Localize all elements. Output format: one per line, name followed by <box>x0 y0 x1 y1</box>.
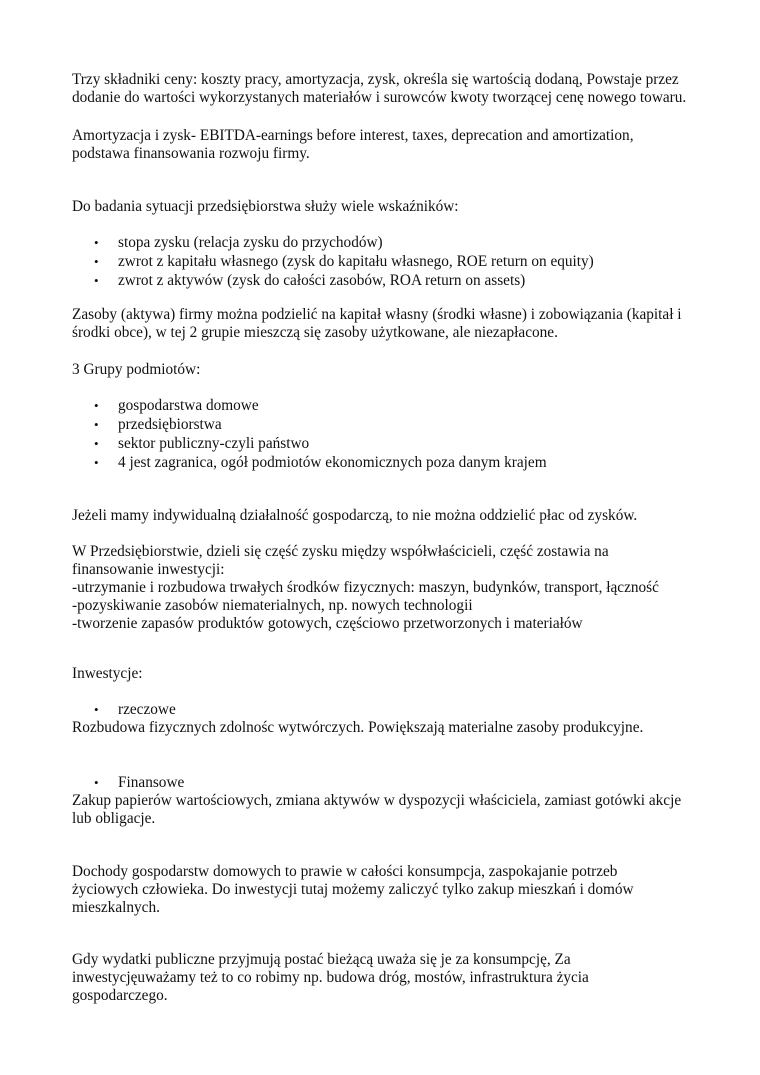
text-line: Do badania sytuacji przedsiębiorstwa służy wiele wskaźników: <box>72 198 459 215</box>
text-line: Amortyzacja i zysk- EBITDA-earnings before interest, taxes, deprecation and amortization, <box>72 127 634 144</box>
text-line: finansowanie inwestycji: <box>72 561 225 578</box>
text-line: -tworzenie zapasów produktów gotowych, częściowo przetworzonych i materiałów <box>72 615 583 632</box>
list-item-text: 4 jest zagranica, ogół podmiotów ekonomicznych poza danym krajem <box>118 454 547 471</box>
paragraph-financial-investment <box>72 792 697 828</box>
paragraph-assets <box>72 306 697 342</box>
text-line: 3 Grupy podmiotów: <box>72 361 201 378</box>
text-line: inwestycjęuważamy też to co robimy np. budowa dróg, mostów, infrastruktura życia <box>72 969 589 986</box>
text-line: podstawa finansowania rozwoju firmy. <box>72 145 310 162</box>
bullet-icon: • <box>94 455 99 470</box>
text-line: W Przedsiębiorstwie, dzieli się część zysku między współwłaścicieli, część zostawia na <box>72 543 609 560</box>
paragraph-groups-intro <box>72 361 697 379</box>
list-item-text: Finansowe <box>118 774 185 791</box>
bullet-icon: • <box>94 702 99 717</box>
text-line: środki obce), w tej 2 grupie mieszczą się zasoby użytkowane, ale niezapłacone. <box>72 324 558 341</box>
paragraph-investments-heading <box>72 665 697 683</box>
list-item-text: stopa zysku (relacja zysku do przychodów) <box>118 234 383 251</box>
bullet-icon: • <box>94 417 99 432</box>
text-line: gospodarczego. <box>72 987 168 1004</box>
bullet-icon: • <box>94 235 99 250</box>
text-line: -utrzymanie i rozbudowa trwałych środków fizycznych: maszyn, budynków, transport, łączność <box>72 579 659 596</box>
text-line: życiowych człowieka. Do inwestycji tutaj możemy zaliczyć tylko zakup mieszkań i domów <box>72 881 634 898</box>
text-line: dodanie do wartości wykorzystanych materiałów i surowców kwoty tworzącej cenę nowego towaru. <box>72 89 687 106</box>
list-item-text: zwrot z kapitału własnego (zysk do kapitału własnego, ROE return on equity) <box>118 253 594 270</box>
text-line: Zasoby (aktywa) firmy można podzielić na kapitał własny (środki własne) i zobowiązania (kapitał i <box>72 306 682 323</box>
text-line: lub obligacje. <box>72 810 156 827</box>
paragraph-household-income <box>72 863 697 917</box>
paragraph-individual-business <box>72 507 697 525</box>
text-line: Inwestycje: <box>72 665 143 682</box>
paragraph-real-investment <box>72 719 697 737</box>
paragraph-public-spending <box>72 951 697 1005</box>
bullet-icon: • <box>94 775 99 790</box>
paragraph-ebitda <box>72 127 697 163</box>
text-line: mieszkalnych. <box>72 899 160 916</box>
text-line: -pozyskiwanie zasobów niematerialnych, np. nowych technologii <box>72 597 473 614</box>
text-line: Dochody gospodarstw domowych to prawie w całości konsumpcja, zaspokajanie potrzeb <box>72 863 618 880</box>
text-line: Zakup papierów wartościowych, zmiana aktywów w dyspozycji właściciela, zamiast gotówki akcje <box>72 792 682 809</box>
bullet-icon: • <box>94 273 99 288</box>
text-line: Gdy wydatki publiczne przyjmują postać bieżącą uważa się je za konsumpcję, Za <box>72 951 571 968</box>
bullet-icon: • <box>94 398 99 413</box>
bullet-icon: • <box>94 436 99 451</box>
list-item-text: sektor publiczny-czyli państwo <box>118 435 310 452</box>
list-item-text: rzeczowe <box>118 701 176 718</box>
paragraph-indicators-intro <box>72 198 697 216</box>
list-item-text: przedsiębiorstwa <box>118 416 222 433</box>
paragraph-value-added <box>72 71 697 107</box>
text-line: Trzy składniki ceny: koszty pracy, amortyzacja, zysk, określa się wartością dodaną, Powstaje przez <box>72 71 679 88</box>
list-item-text: gospodarstwa domowe <box>118 397 259 414</box>
paragraph-profit-distribution <box>72 543 697 633</box>
bullet-icon: • <box>94 254 99 269</box>
text-line: Jeżeli mamy indywidualną działalność gospodarczą, to nie można oddzielić płac od zysków. <box>72 507 638 524</box>
text-line: Rozbudowa fizycznych zdolnośc wytwórczych. Powiększają materialne zasoby produkcyjne. <box>72 719 644 736</box>
list-item-text: zwrot z aktywów (zysk do całości zasobów, ROA return on assets) <box>118 272 526 289</box>
